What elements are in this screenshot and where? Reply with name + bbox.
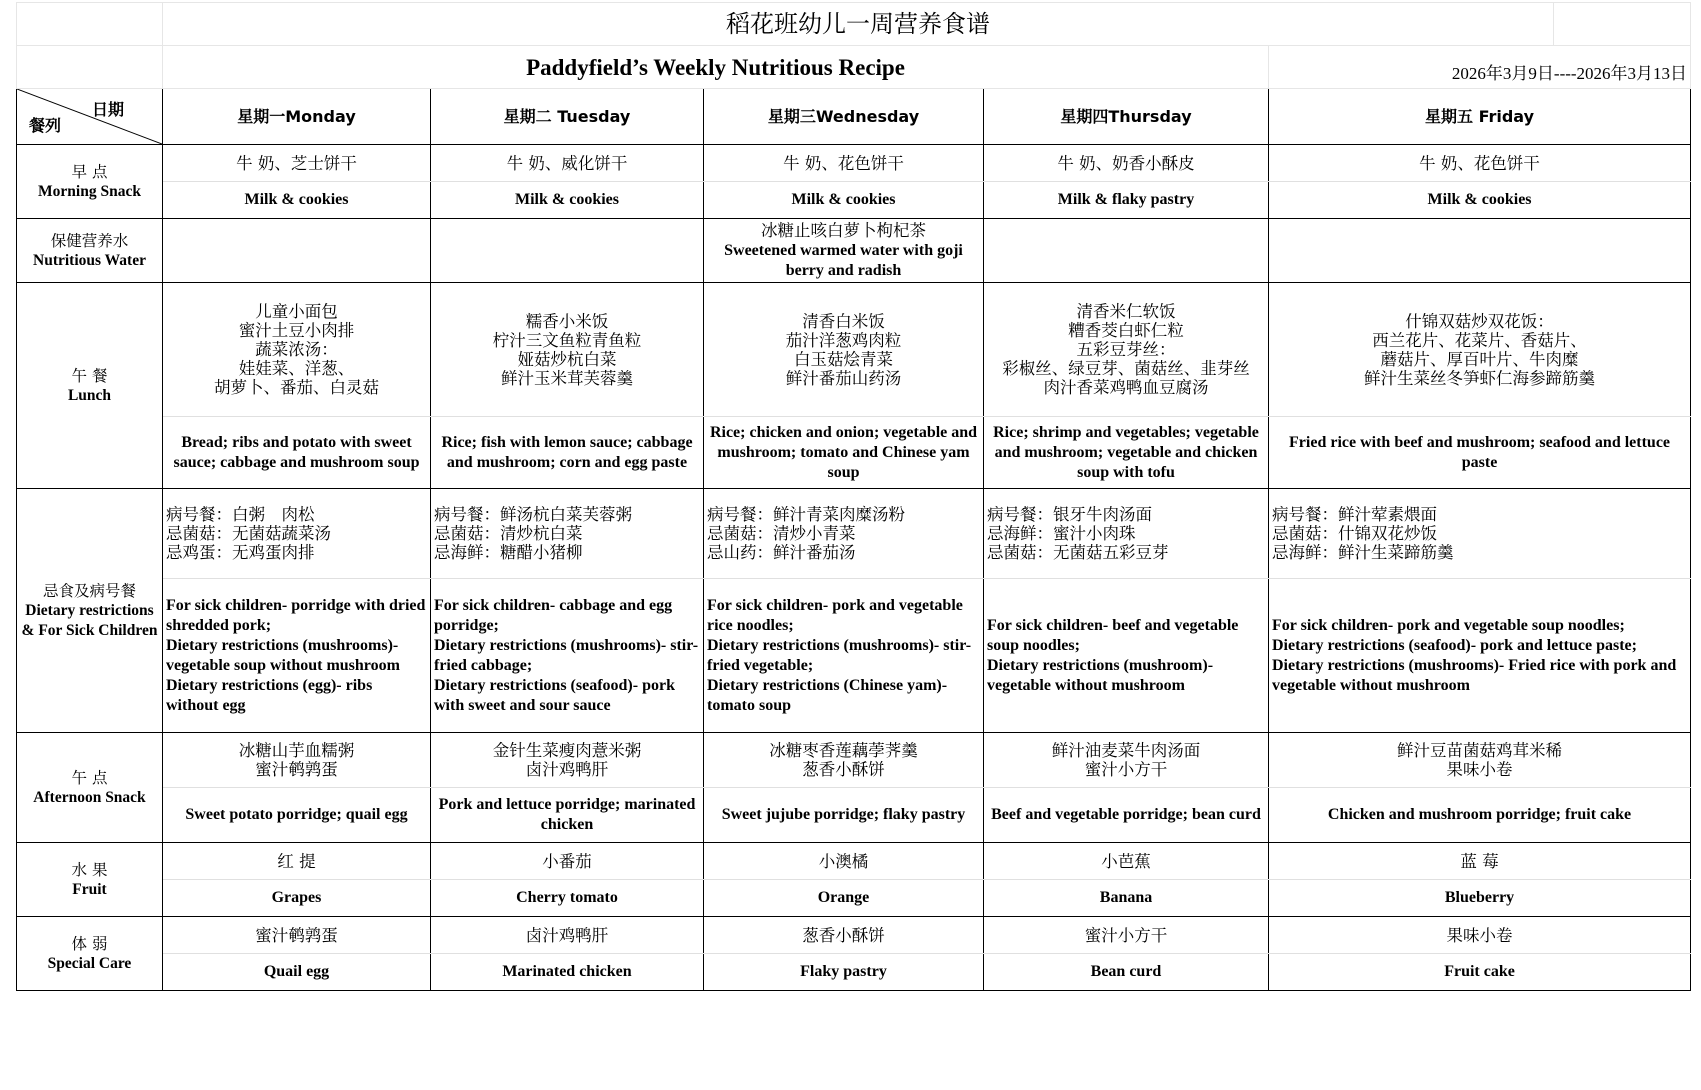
meal-label-en: Morning Snack	[38, 182, 141, 200]
menu-cell-cn: 冰糖山芋血糯粥 蜜汁鹌鹑蛋	[163, 733, 431, 788]
menu-cell-cn: 卤汁鸡鸭肝	[431, 917, 704, 954]
meal-label-lunch	[17, 283, 163, 489]
title-chinese: 稻花班幼儿一周营养食谱	[163, 3, 1554, 46]
menu-cell-en: Rice; shrimp and vegetables; vegetable and mushroom; vegetable and chicken soup with tofu	[984, 417, 1269, 489]
meal-label-en: Nutritious Water	[33, 251, 146, 269]
menu-cell-cn: 牛 奶、奶香小酥皮	[984, 145, 1269, 182]
blank-cell	[17, 46, 163, 89]
diet-cell-en: For sick children- pork and vegetable rice noodles; Dietary restrictions (mushrooms)- stir-fried vegetable; Dietary restrictions (Chinese yam)- tomato soup	[704, 579, 984, 733]
meal-label-fruit	[17, 843, 163, 917]
menu-cell-en: Rice; fish with lemon sauce; cabbage and mushroom; corn and egg paste	[431, 417, 704, 489]
menu-cell-cn: 清香米仁软饭 糟香茭白虾仁粒 五彩豆芽丝： 彩椒丝、绿豆芽、菌菇丝、韭芽丝 肉汁香菜鸡鸭血豆腐汤	[984, 283, 1269, 417]
day-header: 星期二 Tuesday	[431, 89, 704, 145]
meal-label-cn: 早 点	[71, 162, 108, 181]
meal-label-cn: 体 弱	[71, 934, 108, 953]
menu-cell-en: Bean curd	[984, 954, 1269, 991]
menu-cell-cn: 牛 奶、花色饼干	[1269, 145, 1691, 182]
menu-cell-en: Milk & flaky pastry	[984, 182, 1269, 219]
diet-cell-en: For sick children- porridge with dried shredded pork; Dietary restrictions (mushrooms)- vegetable soup without mushroom Dietary restrictions (egg)- ribs without egg	[163, 579, 431, 733]
menu-cell-cn: 葱香小酥饼	[704, 917, 984, 954]
menu-cell-en: Grapes	[163, 880, 431, 917]
corner-meal-label: 餐列	[29, 116, 62, 135]
empty-cell	[431, 219, 704, 283]
meal-label-afternoon	[17, 733, 163, 843]
menu-cell-cn: 蜜汁小方干	[984, 917, 1269, 954]
diet-cell-cn: 病号餐：鲜汁荤素煨面 忌菌菇：什锦双花炒饭 忌海鲜：鲜汁生菜蹄筋羹	[1269, 489, 1691, 579]
menu-cell-en: Milk & cookies	[431, 182, 704, 219]
menu-cell-cn: 儿童小面包 蜜汁土豆小肉排 蔬菜浓汤： 娃娃菜、洋葱、 胡萝卜、番茄、白灵菇	[163, 283, 431, 417]
day-header: 星期三Wednesday	[704, 89, 984, 145]
menu-cell-cn: 清香白米饭 茄汁洋葱鸡肉粒 白玉菇烩青菜 鲜汁番茄山药汤	[704, 283, 984, 417]
menu-cell-en: Fried rice with beef and mushroom; seafood and lettuce paste	[1269, 417, 1691, 489]
menu-cell-en: Banana	[984, 880, 1269, 917]
menu-cell-cn: 金针生菜瘦肉薏米粥 卤汁鸡鸭肝	[431, 733, 704, 788]
menu-cell-en: Milk & cookies	[163, 182, 431, 219]
menu-cell-cn: 蓝 莓	[1269, 843, 1691, 880]
date-range: 2026年3月9日----2026年3月13日	[1269, 46, 1691, 89]
menu-cell-en: Fruit cake	[1269, 954, 1691, 991]
meal-label-en: Special Care	[47, 954, 132, 972]
menu-cell-en: Bread; ribs and potato with sweet sauce; cabbage and mushroom soup	[163, 417, 431, 489]
corner-header	[17, 89, 163, 145]
diet-cell-cn: 病号餐：鲜汁青菜肉糜汤粉 忌菌菇：清炒小青菜 忌山药：鲜汁番茄汤	[704, 489, 984, 579]
empty-cell	[1269, 219, 1691, 283]
day-header: 星期五 Friday	[1269, 89, 1691, 145]
menu-cell-cn: 冰糖枣香莲藕荸荠羹 葱香小酥饼	[704, 733, 984, 788]
diet-cell-en: For sick children- cabbage and egg porridge; Dietary restrictions (mushrooms)- stir-fried cabbage; Dietary restrictions (seafood)- pork with sweet and sour sauce	[431, 579, 704, 733]
menu-cell-en: Chicken and mushroom porridge; fruit cake	[1269, 788, 1691, 843]
menu-cell-en: Beef and vegetable porridge; bean curd	[984, 788, 1269, 843]
diet-cell-cn: 病号餐：银牙牛肉汤面 忌海鲜：蜜汁小肉珠 忌菌菇：无菌菇五彩豆芽	[984, 489, 1269, 579]
meal-label-cn: 午 点	[71, 768, 108, 787]
blank-cell	[1554, 3, 1691, 46]
menu-cell-cn: 牛 奶、花色饼干	[704, 145, 984, 182]
water-en: Sweetened warmed water with goji berry and radish	[724, 242, 963, 279]
diet-cell-en: For sick children- pork and vegetable soup noodles; Dietary restrictions (seafood)- pork and lettuce paste; Dietary restrictions (mushrooms)- Fried rice with pork and vegetable without mushroom	[1269, 579, 1691, 733]
menu-cell-en: Cherry tomato	[431, 880, 704, 917]
menu-cell-cn: 什锦双菇炒双花饭： 西兰花片、花菜片、香菇片、 蘑菇片、厚百叶片、牛肉糜 鲜汁生菜丝冬笋虾仁海参蹄筋羹	[1269, 283, 1691, 417]
menu-cell-cn: 蜜汁鹌鹑蛋	[163, 917, 431, 954]
meal-label-cn: 忌食及病号餐	[42, 581, 136, 600]
menu-cell-en: Sweet potato porridge; quail egg	[163, 788, 431, 843]
menu-cell-en: Blueberry	[1269, 880, 1691, 917]
menu-cell-cn: 红 提	[163, 843, 431, 880]
menu-cell-cn: 小番茄	[431, 843, 704, 880]
water-cn: 冰糖止咳白萝卜枸杞茶	[761, 221, 926, 240]
menu-cell-en: Orange	[704, 880, 984, 917]
meal-label-morning	[17, 145, 163, 219]
meal-label-en: Lunch	[67, 386, 112, 404]
corner-date-label: 日期	[91, 100, 124, 119]
diet-cell-cn: 病号餐：鲜汤杭白菜芙蓉粥 忌菌菇：清炒杭白菜 忌海鲜：糖醋小猪柳	[431, 489, 704, 579]
menu-cell-en: Rice; chicken and onion; vegetable and mushroom; tomato and Chinese yam soup	[704, 417, 984, 489]
menu-cell-en: Quail egg	[163, 954, 431, 991]
meal-label-en: Dietary restrictions & For Sick Children	[21, 601, 158, 639]
meal-label-water	[17, 219, 163, 283]
menu-cell-cn: 糯香小米饭 柠汁三文鱼粒青鱼粒 娅菇炒杭白菜 鲜汁玉米茸芙蓉羹	[431, 283, 704, 417]
menu-cell-en: Milk & cookies	[1269, 182, 1691, 219]
water-cell-wednesday	[704, 219, 984, 283]
diet-cell-en: For sick children- beef and vegetable soup noodles; Dietary restrictions (mushroom)- vegetable without mushroom	[984, 579, 1269, 733]
meal-label-cn: 保健营养水	[50, 231, 129, 250]
day-header: 星期四Thursday	[984, 89, 1269, 145]
meal-label-cn: 午 餐	[71, 366, 108, 385]
menu-cell-cn: 小芭蕉	[984, 843, 1269, 880]
menu-cell-cn: 小澳橘	[704, 843, 984, 880]
title-english: Paddyfield’s Weekly Nutritious Recipe	[163, 46, 1269, 89]
empty-cell	[163, 219, 431, 283]
menu-cell-cn: 牛 奶、芝士饼干	[163, 145, 431, 182]
weekly-menu-table	[16, 2, 1691, 991]
diet-cell-cn: 病号餐：白粥 肉松 忌菌菇：无菌菇蔬菜汤 忌鸡蛋：无鸡蛋肉排	[163, 489, 431, 579]
menu-cell-en: Pork and lettuce porridge; marinated chicken	[431, 788, 704, 843]
meal-label-cn: 水 果	[71, 860, 108, 879]
menu-cell-cn: 牛 奶、威化饼干	[431, 145, 704, 182]
menu-cell-en: Flaky pastry	[704, 954, 984, 991]
menu-cell-cn: 鲜汁豆苗菌菇鸡茸米稀 果味小卷	[1269, 733, 1691, 788]
meal-label-en: Afternoon Snack	[33, 788, 146, 806]
blank-cell	[17, 3, 163, 46]
menu-cell-en: Milk & cookies	[704, 182, 984, 219]
menu-cell-cn: 果味小卷	[1269, 917, 1691, 954]
meal-label-special	[17, 917, 163, 991]
menu-cell-cn: 鲜汁油麦菜牛肉汤面 蜜汁小方干	[984, 733, 1269, 788]
meal-label-en: Fruit	[72, 880, 107, 898]
empty-cell	[984, 219, 1269, 283]
meal-label-diet	[17, 489, 163, 733]
menu-cell-en: Marinated chicken	[431, 954, 704, 991]
day-header: 星期一Monday	[163, 89, 431, 145]
menu-cell-en: Sweet jujube porridge; flaky pastry	[704, 788, 984, 843]
